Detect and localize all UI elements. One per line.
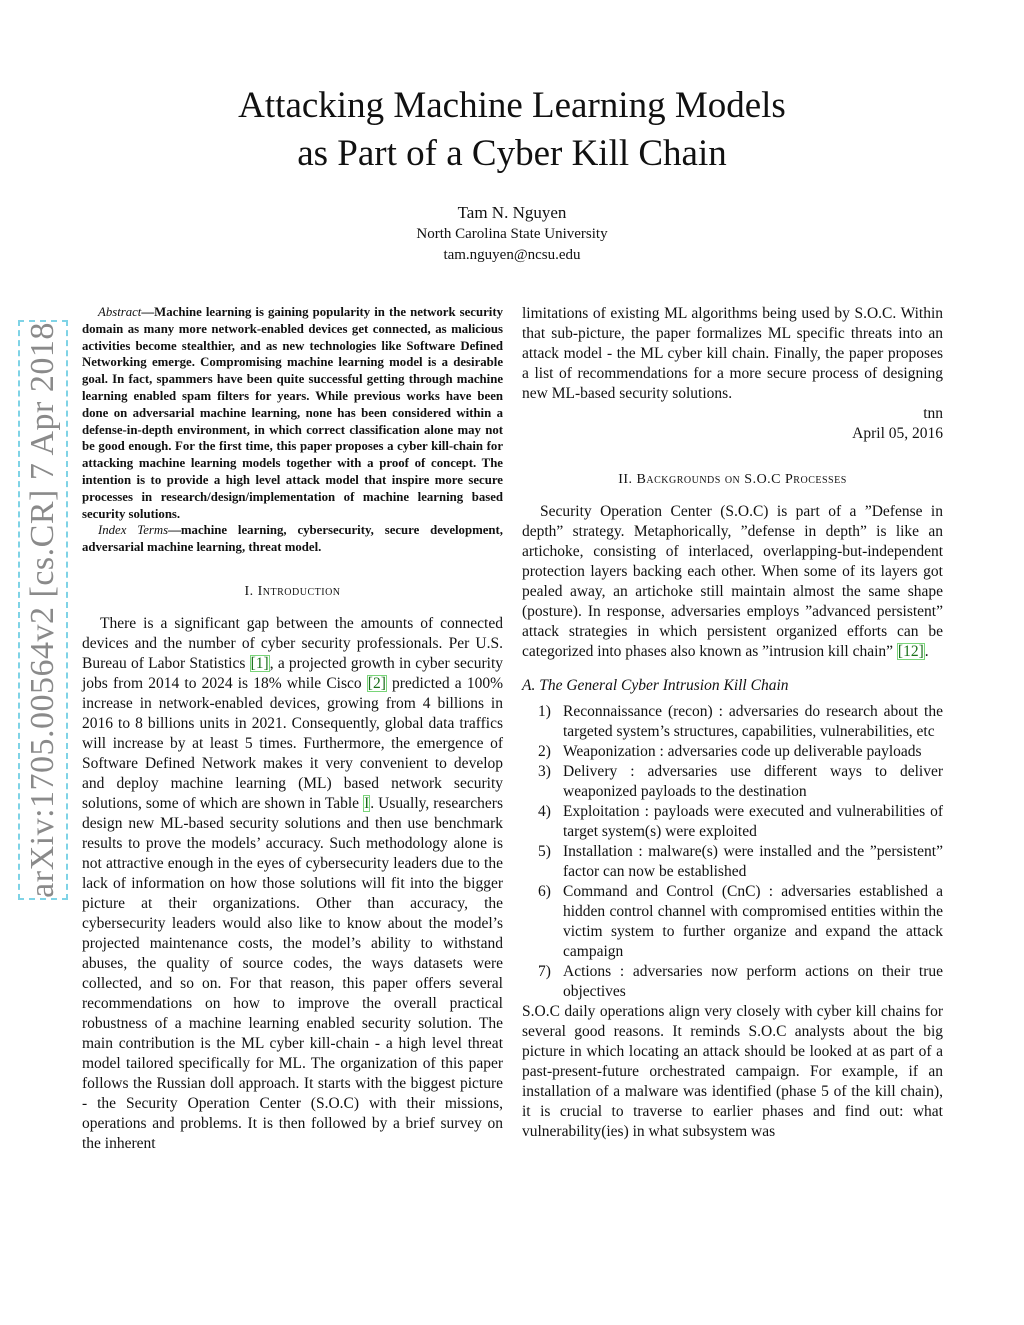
list-number: 7)	[538, 963, 551, 980]
list-number: 3)	[538, 763, 551, 780]
list-text: Reconnaissance (recon) : adversaries do research about the targeted system’s structures, capabilities, vulnerabilities, etc	[563, 703, 943, 740]
background-heading: II. Backgrounds on S.O.C Processes	[618, 472, 847, 487]
list-text: Installation : malware(s) were installed and the ”persistent” factor can now be established	[563, 843, 943, 880]
list-item	[522, 762, 943, 802]
table-ref[interactable]: I	[364, 794, 370, 812]
list-text: Delivery : adversaries use different ways to deliver weaponized payloads to the destination	[563, 763, 943, 800]
index-terms	[82, 522, 503, 556]
background-paragraph	[522, 502, 943, 662]
index-terms-text: —machine learning, cybersecurity, secure development, adversarial machine learning, threat model.	[82, 523, 503, 555]
intro-heading: I. Introduction	[244, 583, 341, 599]
signature-name: tnn	[923, 405, 943, 422]
arxiv-id: arXiv:1705.00564v2 [cs.CR] 7 Apr 2018	[24, 322, 61, 898]
list-number: 2)	[538, 743, 551, 760]
kill-chain-list	[522, 702, 943, 1002]
citation-12[interactable]: [12]	[897, 643, 924, 660]
list-number: 4)	[538, 803, 551, 820]
list-text: Exploitation : payloads were executed and vulnerabilities of target system(s) were exploited	[563, 803, 943, 840]
list-item	[522, 742, 943, 762]
citation-1[interactable]: [1]	[250, 654, 269, 672]
right-column	[522, 304, 943, 1142]
title-line-2: as Part of a Cyber Kill Chain	[297, 133, 727, 174]
background-text: Security Operation Center (S.O.C) is part of a ”Defense in depth” strategy. Metaphorically, ”defense in depth” is like an artichoke, consisting of interlaced, overlapping-but-independent protection layers backing each other. When some of its layers got pealed away, an artichoke still maintain almost the same shape (posture). In response, adversaries employs ”advanced persistent” attack strategies in which persistent organized efforts can be categorized into phases also known as ”intrusion kill chain”	[522, 503, 943, 660]
intro-text-1: There is a significant gap between the amounts of connected devices and the number of cyber security professionals. Per U.S. Bureau of Labor Statistics	[82, 614, 503, 672]
subsection-heading: A. The General Cyber Intrusion Kill Chain	[522, 677, 789, 694]
paper-title	[0, 82, 1024, 178]
list-item	[522, 842, 943, 882]
abstract	[82, 304, 503, 522]
list-number: 1)	[538, 703, 551, 720]
signature-date: April 05, 2016	[852, 425, 943, 442]
author-name: Tam N. Nguyen	[457, 203, 567, 222]
abstract-label: Abstract	[98, 305, 142, 319]
list-item	[522, 882, 943, 962]
intro-text-4: . Usually, researchers design new ML-based security solutions and then use benchmark results to prove the models’ accuracy. Such methodology alone is not attractive enough in the eyes of cybersecurity leaders due to the lack of information on how those solutions will fit into the bigger picture at their organizations. Other than accuracy, the cybersecurity leaders would also like to know about the model’s projected maintenance costs, the model’s ability to withstand abuses, the quality of source codes, the ways datasets were collected, and so on. For that reason, this paper offers several recommendations on how to improve the overall practical robustness of a machine learning enabled security solution. The main contribution is the ML cyber kill-chain - a high level threat model tailored specifically for ML. The organization of this paper follows the Russian doll approach. It starts with the biggest picture - the Security Operation Center (S.O.C) with their missions, operations and problems. It is then followed by a brief survey on the inherent	[82, 794, 503, 1152]
intro-text-3: predicted a 100% increase in network-enabled devices, growing from 4 billions in 2016 to 8 billions units in 2021. Consequently, global data traffics will increase by at least 5 times. Furthermore, the emergence of Software Defined Network makes it very convenient to develop and deploy machine learning (ML) based network security solutions, some of which are shown in Table	[82, 674, 503, 812]
list-item	[522, 702, 943, 742]
citation-2[interactable]: [2]	[367, 674, 386, 692]
left-column	[82, 304, 503, 1154]
intro-continuation: limitations of existing ML algorithms being used by S.O.C. Within that sub-picture, the paper formalizes ML specific threats into an attack model - the ML cyber kill chain. Finally, the paper proposes a list of recommendations for a more secure process of designing new ML-based security solutions.	[522, 305, 943, 402]
abstract-text: —Machine learning is gaining popularity in the network security domain as many more network-enabled devices get connected, as malicious activities become stealthier, and as new technologies like Software Defined Networking emerge. Compromising machine learning model is a desirable goal. In fact, spammers have been quite successful getting through machine learning enabled spam filters for years. While previous works have been done on adversarial machine learning, none has been considered within a defense-in-depth environment, in which correct classification alone may not be good enough. For the first time, this paper proposes a cyber kill-chain for attacking machine learning models together with a proof of concept. The intention is to provide a high level attack model that inspire more secure processes in research/design/implementation of machine learning based security solutions.	[82, 305, 503, 521]
author-affiliation: North Carolina State University	[416, 226, 608, 242]
list-item	[522, 962, 943, 1002]
list-text: Actions : adversaries now perform actions on their true objectives	[563, 963, 943, 1000]
intro-text-2: , a projected growth in cyber security jobs from 2014 to 2024 is 18% while Cisco	[82, 654, 504, 692]
soc-paragraph: S.O.C daily operations align very closely with cyber kill chains for several good reasons. It reminds S.O.C analysts about the big picture in which locating an attack should be looked at as part of a past-present-future orchestrated campaign. For example, if an installation of a malware was identified (phase 5 of the kill chain), it is crucial to traverse to earlier phases and find out: what vulnerability(ies) in what subsystem was	[522, 1003, 943, 1140]
list-number: 5)	[538, 843, 551, 860]
index-terms-label: Index Terms	[98, 523, 169, 538]
author-email: tam.nguyen@ncsu.edu	[443, 247, 581, 263]
background-text-end: .	[924, 643, 929, 660]
list-number: 6)	[538, 883, 551, 900]
list-item	[522, 802, 943, 842]
intro-paragraph	[82, 614, 503, 1154]
arxiv-stamp	[18, 320, 68, 900]
list-text: Weaponization : adversaries code up deliverable payloads	[563, 743, 922, 760]
list-text: Command and Control (CnC) : adversaries established a hidden control channel with compromised entities within the victim system to further organize and expand the attack campaign	[563, 883, 943, 960]
author-block	[0, 202, 1024, 266]
title-line-1: Attacking Machine Learning Models	[238, 85, 786, 126]
